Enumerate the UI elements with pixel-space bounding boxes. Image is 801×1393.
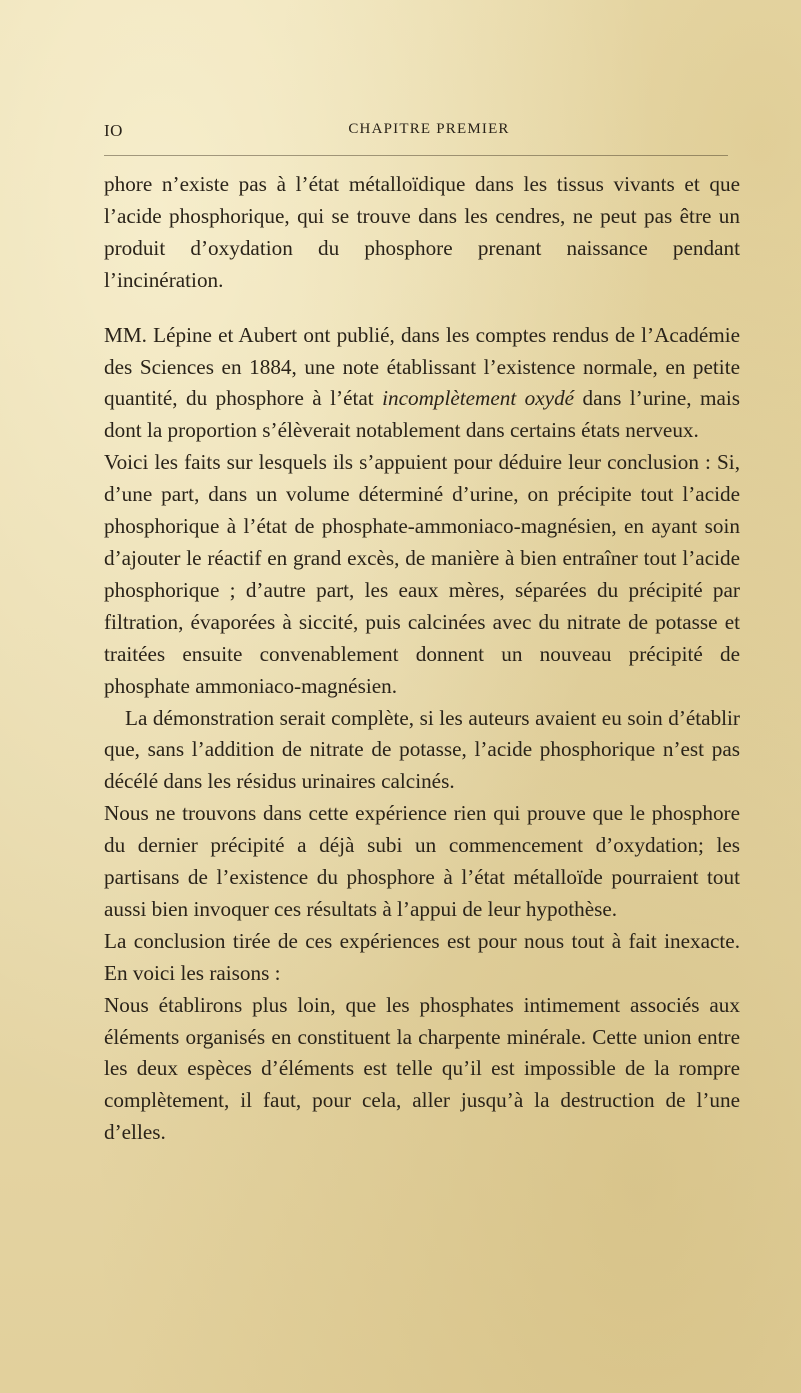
paragraph-6: La conclusion tirée de ces expériences est pour nous tout à fait inexacte. En voici les raisons : bbox=[104, 928, 740, 985]
paragraph-7: Nous établirons plus loin, que les phosphates intimement associés aux éléments organisés en constituent la charpente minérale. Cette union entre les deux espèces d’éléments est telle qu’il est impossible de la rompre complètement, il faut, pour cela, aller jusqu’à la destruction de l’une d’elles. bbox=[104, 992, 740, 1145]
paragraph-4: La démonstration serait complète, si les auteurs avaient eu soin d’établir que, sans l’addition de nitrate de potasse, l’acide phosphorique n’est pas décélé dans les résidus urinaires calcinés. bbox=[104, 705, 740, 794]
header-rule bbox=[104, 155, 728, 156]
running-head bbox=[104, 117, 734, 145]
paragraph-3: Voici les faits sur lesquels ils s’appuient pour déduire leur conclusion : Si, d’une part, dans un volume déterminé d’urine, on précipite tout l’acide phosphorique à l’état de phosphate-ammoniaco-magnésien, en ayant soin d’ajouter le réactif en grand excès, de manière à bien entraîner tout l’acide phosphorique ; d’autre part, les eaux mères, séparées du précipité par filtration, évaporées à siccité, puis calcinées avec du nitrate de potasse et traitées ensuite convenablement donnent un nouveau précipité de phosphate ammoniaco-magnésien. bbox=[104, 450, 740, 698]
paragraph-2-start: MM. Lépine et Aubert ont publié, dans les comptes rendus de l’Académie des Sciences en 1884, une note établissant l’existence normale, en petite quantité, du phosphore à l’état bbox=[104, 322, 740, 411]
paragraph-5: Nous ne trouvons dans cette expérience rien qui prouve que le phosphore du dernier précipité a déjà subi un commencement d’oxydation; les partisans de l’existence du phosphore à l’état métalloïde pourraient tout aussi bien invoquer ces résultats à l’appui de leur hypothèse. bbox=[104, 801, 740, 921]
chapter-title: CHAPITRE PREMIER bbox=[348, 121, 510, 137]
page-number: IO bbox=[104, 121, 123, 140]
body-text bbox=[104, 169, 740, 1149]
italic-term: incomplètement oxydé bbox=[382, 386, 575, 411]
paragraph-2 bbox=[104, 320, 740, 448]
paragraph-1: phore n’existe pas à l’état métalloïdique dans les tissus vivants et que l’acide phosphorique, qui se trouve dans les cendres, ne peut pas être un produit d’oxydation du phosphore prenant naissance pendant l’incinération. bbox=[104, 172, 740, 292]
paragraph-2-end: dans l’urine, mais dont la proportion s’élèverait notablement dans certains états nerveux. bbox=[104, 386, 740, 443]
